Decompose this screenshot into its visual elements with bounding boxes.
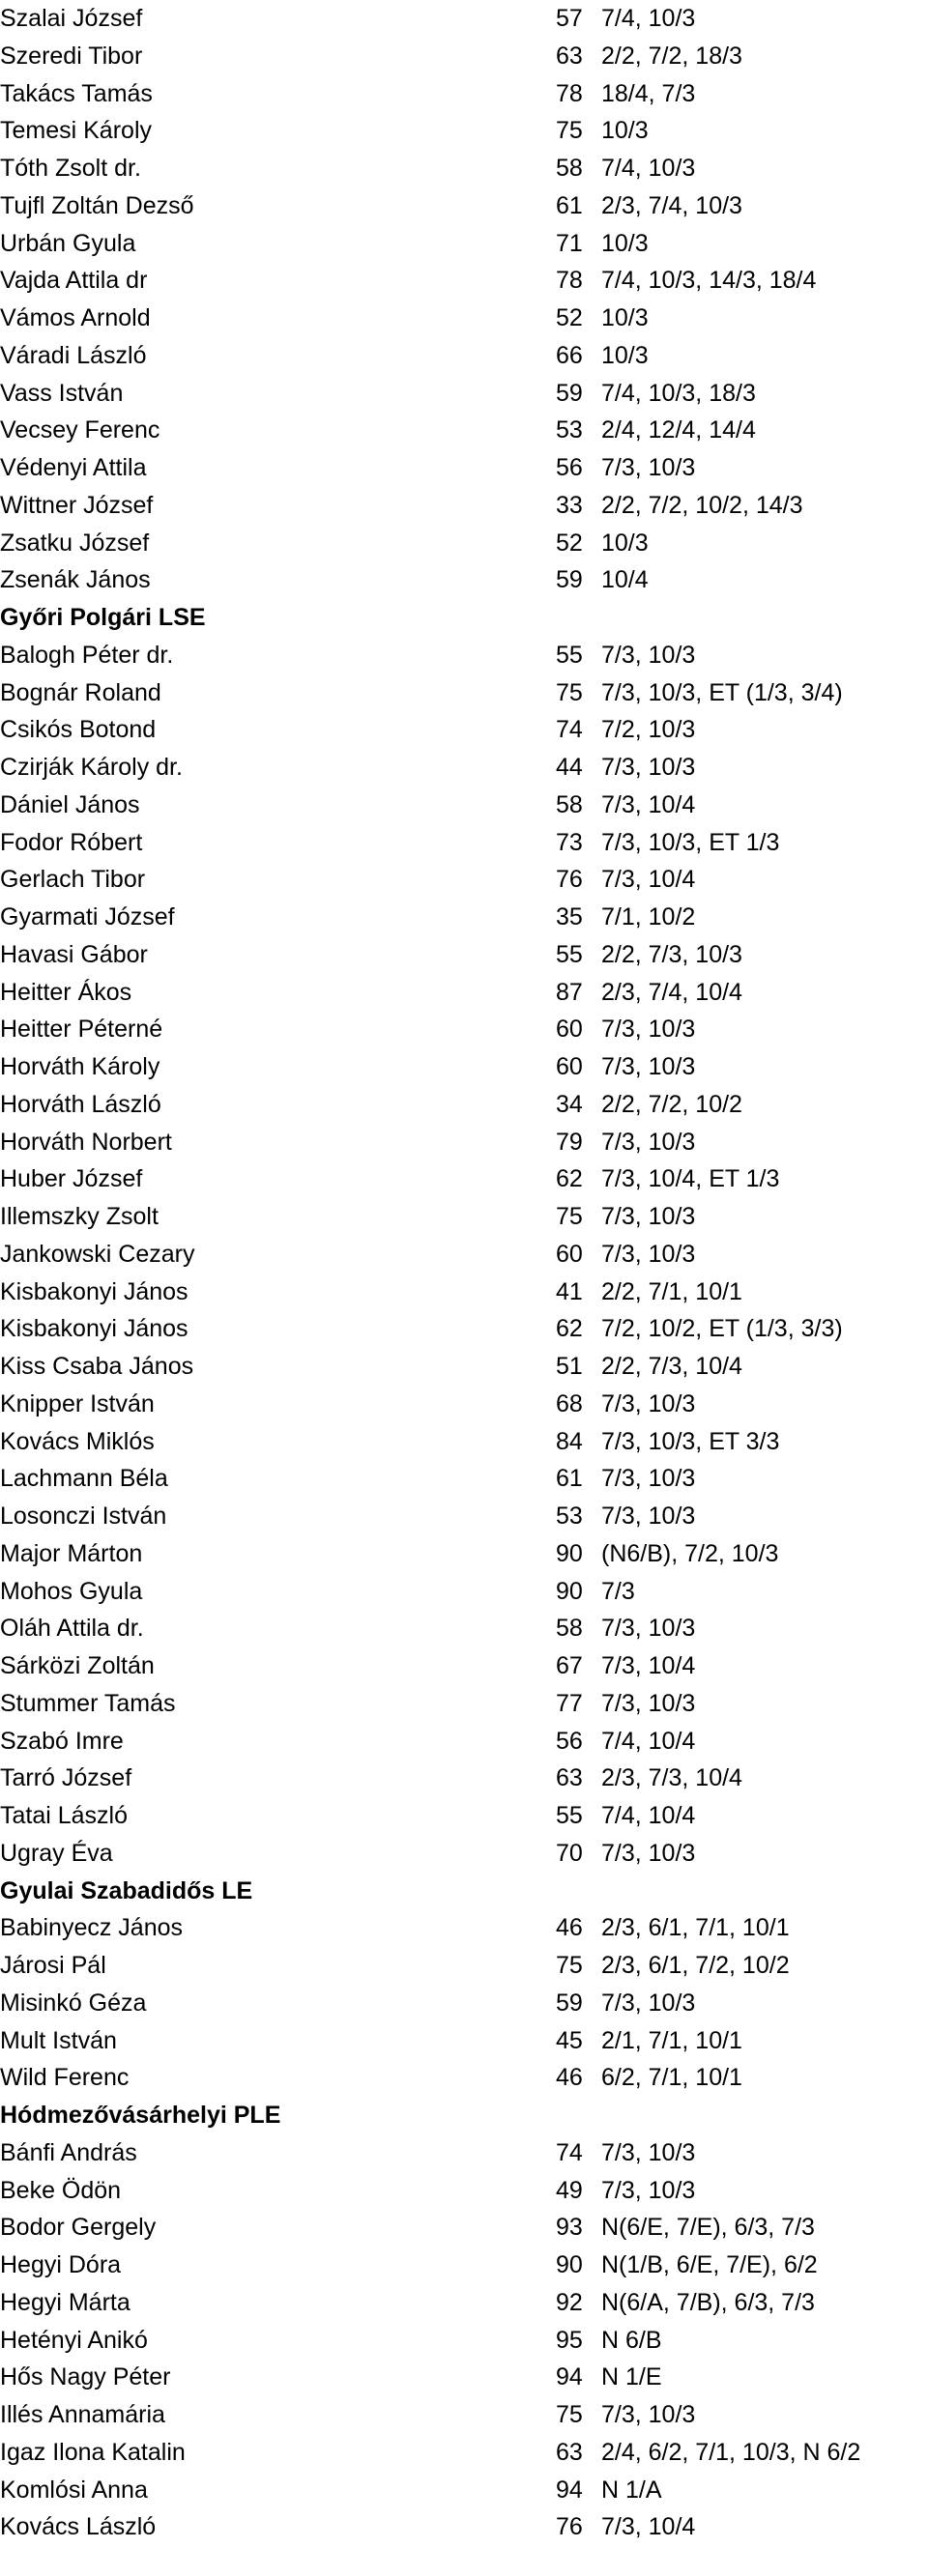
member-codes: 7/3, 10/3 bbox=[601, 1839, 696, 1867]
member-codes: 7/3, 10/3 bbox=[601, 1465, 696, 1493]
member-codes: 7/3, 10/4 bbox=[601, 1652, 696, 1679]
member-row bbox=[0, 2286, 928, 2324]
member-name: Védenyi Attila bbox=[0, 454, 147, 481]
member-codes: 7/3, 10/3 bbox=[601, 2401, 696, 2428]
member-row bbox=[0, 639, 928, 676]
member-codes: 2/2, 7/2, 10/2 bbox=[601, 1090, 742, 1118]
member-codes: 7/4, 10/3 bbox=[601, 155, 696, 182]
member-score: 74 bbox=[556, 716, 583, 744]
member-name: Zsatku József bbox=[0, 529, 150, 557]
member-name: Huber József bbox=[0, 1165, 143, 1193]
member-codes: 7/4, 10/4 bbox=[601, 1802, 696, 1829]
member-row bbox=[0, 2510, 928, 2548]
member-row bbox=[0, 2436, 928, 2474]
member-score: 61 bbox=[556, 1465, 583, 1493]
member-row bbox=[0, 1088, 928, 1126]
member-name: Tatai László bbox=[0, 1802, 129, 1829]
club-name: Gyulai Szabadidős LE bbox=[0, 1876, 253, 1904]
member-codes: 2/3, 6/1, 7/2, 10/2 bbox=[601, 1952, 790, 1979]
member-name: Hegyi Márta bbox=[0, 2288, 130, 2316]
member-score: 55 bbox=[556, 641, 583, 669]
member-name: Kiss Csaba János bbox=[0, 1353, 194, 1380]
member-codes: N(6/E, 7/E), 6/3, 7/3 bbox=[601, 2214, 815, 2242]
member-name: Urbán Gyula bbox=[0, 229, 136, 257]
member-name: Horváth Károly bbox=[0, 1053, 160, 1080]
member-codes: 7/3, 10/3 bbox=[601, 1203, 696, 1230]
member-row bbox=[0, 1911, 928, 1949]
member-codes: 7/3, 10/4 bbox=[601, 2513, 696, 2541]
member-name: Igaz Ilona Katalin bbox=[0, 2438, 186, 2466]
member-codes: 7/4, 10/3, 14/3, 18/4 bbox=[601, 267, 817, 295]
member-name: Kovács Miklós bbox=[0, 1427, 155, 1455]
member-name: Mult István bbox=[0, 2026, 117, 2054]
member-row bbox=[0, 189, 928, 227]
member-row bbox=[0, 152, 928, 189]
member-codes: (N6/B), 7/2, 10/3 bbox=[601, 1539, 779, 1567]
member-row bbox=[0, 1238, 928, 1275]
member-name: Temesi Károly bbox=[0, 117, 152, 145]
member-score: 33 bbox=[556, 491, 583, 519]
member-codes: N 1/E bbox=[601, 2363, 662, 2391]
member-score: 63 bbox=[556, 2438, 583, 2466]
member-name: Babinyecz János bbox=[0, 1914, 184, 1942]
member-score: 52 bbox=[556, 304, 583, 331]
member-row bbox=[0, 2248, 928, 2286]
member-codes: 7/3, 10/3 bbox=[601, 1053, 696, 1080]
member-score: 75 bbox=[556, 117, 583, 145]
member-name: Oláh Attila dr. bbox=[0, 1615, 144, 1643]
member-score: 76 bbox=[556, 866, 583, 894]
member-row bbox=[0, 2024, 928, 2062]
club-header bbox=[0, 601, 928, 639]
member-name: Gyarmati József bbox=[0, 903, 175, 930]
member-name: Stummer Tamás bbox=[0, 1689, 176, 1717]
member-codes: 7/2, 10/2, ET (1/3, 3/3) bbox=[601, 1315, 843, 1343]
member-row bbox=[0, 2324, 928, 2361]
member-codes: 7/3, 10/3 bbox=[601, 2176, 696, 2204]
member-score: 71 bbox=[556, 229, 583, 257]
member-name: Heitter Péterné bbox=[0, 1016, 163, 1044]
member-name: Wild Ferenc bbox=[0, 2064, 130, 2092]
member-name: Kisbakonyi János bbox=[0, 1315, 188, 1343]
member-score: 58 bbox=[556, 1615, 583, 1643]
member-score: 60 bbox=[556, 1016, 583, 1044]
member-score: 56 bbox=[556, 1727, 583, 1755]
member-codes: 2/4, 12/4, 14/4 bbox=[601, 416, 756, 444]
member-row bbox=[0, 713, 928, 751]
member-codes: N 6/B bbox=[601, 2326, 662, 2354]
member-score: 57 bbox=[556, 5, 583, 32]
member-row bbox=[0, 2136, 928, 2174]
member-name: Beke Ödön bbox=[0, 2176, 122, 2204]
member-score: 75 bbox=[556, 1203, 583, 1230]
member-score: 45 bbox=[556, 2026, 583, 2054]
member-name: Losonczi István bbox=[0, 1503, 167, 1530]
member-row bbox=[0, 1575, 928, 1613]
member-row bbox=[0, 1312, 928, 1350]
member-row bbox=[0, 863, 928, 901]
member-codes: 2/3, 7/4, 10/3 bbox=[601, 191, 742, 219]
member-score: 66 bbox=[556, 341, 583, 369]
member-score: 59 bbox=[556, 566, 583, 594]
member-score: 51 bbox=[556, 1353, 583, 1380]
member-row bbox=[0, 1388, 928, 1425]
member-name: Havasi Gábor bbox=[0, 940, 148, 968]
member-row bbox=[0, 901, 928, 938]
member-score: 74 bbox=[556, 2138, 583, 2166]
member-row bbox=[0, 1649, 928, 1687]
member-codes: 7/4, 10/3 bbox=[601, 5, 696, 32]
member-name: Váradi László bbox=[0, 341, 147, 369]
member-score: 35 bbox=[556, 903, 583, 930]
member-score: 34 bbox=[556, 1090, 583, 1118]
member-score: 46 bbox=[556, 2064, 583, 2092]
member-name: Vajda Attila dr bbox=[0, 267, 148, 295]
member-row bbox=[0, 227, 928, 265]
member-codes: 10/3 bbox=[601, 304, 649, 331]
member-codes: 7/4, 10/4 bbox=[601, 1727, 696, 1755]
member-score: 76 bbox=[556, 2513, 583, 2541]
member-name: Sárközi Zoltán bbox=[0, 1652, 155, 1679]
member-score: 68 bbox=[556, 1389, 583, 1417]
member-score: 63 bbox=[556, 42, 583, 70]
member-row bbox=[0, 1612, 928, 1649]
member-row bbox=[0, 788, 928, 826]
member-codes: 7/1, 10/2 bbox=[601, 903, 696, 930]
member-score: 78 bbox=[556, 267, 583, 295]
member-codes: 6/2, 7/1, 10/1 bbox=[601, 2064, 742, 2092]
member-codes: 2/2, 7/1, 10/1 bbox=[601, 1277, 742, 1305]
member-codes: 7/3, 10/4 bbox=[601, 790, 696, 818]
member-name: Heitter Ákos bbox=[0, 978, 132, 1006]
member-codes: 2/3, 6/1, 7/1, 10/1 bbox=[601, 1914, 790, 1942]
member-codes: 7/3, 10/3, ET 3/3 bbox=[601, 1427, 780, 1455]
member-row bbox=[0, 1725, 928, 1762]
member-score: 95 bbox=[556, 2326, 583, 2354]
member-codes: 7/3, 10/3 bbox=[601, 1389, 696, 1417]
member-score: 75 bbox=[556, 2401, 583, 2428]
member-codes: 10/3 bbox=[601, 117, 649, 145]
member-score: 59 bbox=[556, 1989, 583, 2017]
member-score: 49 bbox=[556, 2176, 583, 2204]
member-name: Zsenák János bbox=[0, 566, 151, 594]
member-score: 75 bbox=[556, 1952, 583, 1979]
member-name: Tóth Zsolt dr. bbox=[0, 155, 141, 182]
member-row bbox=[0, 1275, 928, 1313]
member-name: Bodor Gergely bbox=[0, 2214, 157, 2242]
member-codes: 10/3 bbox=[601, 229, 649, 257]
member-score: 55 bbox=[556, 1802, 583, 1829]
member-score: 84 bbox=[556, 1427, 583, 1455]
member-row bbox=[0, 1162, 928, 1200]
member-score: 62 bbox=[556, 1165, 583, 1193]
member-codes: 2/2, 7/2, 18/3 bbox=[601, 42, 742, 70]
member-name: Jankowski Cezary bbox=[0, 1240, 195, 1268]
member-row bbox=[0, 2361, 928, 2398]
member-codes: 7/3, 10/4 bbox=[601, 866, 696, 894]
member-name: Vass István bbox=[0, 379, 124, 407]
member-name: Horváth László bbox=[0, 1090, 161, 1118]
member-codes: 2/3, 7/3, 10/4 bbox=[601, 1764, 742, 1792]
member-name: Szeredi Tibor bbox=[0, 42, 143, 70]
member-name: Kovács László bbox=[0, 2513, 157, 2541]
member-codes: N 1/A bbox=[601, 2476, 662, 2504]
member-score: 79 bbox=[556, 1128, 583, 1156]
member-name: Hetényi Anikó bbox=[0, 2326, 148, 2354]
member-score: 58 bbox=[556, 155, 583, 182]
member-codes: 7/3, 10/3, ET 1/3 bbox=[601, 828, 780, 856]
member-row bbox=[0, 2174, 928, 2212]
member-row bbox=[0, 339, 928, 377]
member-codes: 7/3 bbox=[601, 1577, 635, 1605]
member-score: 60 bbox=[556, 1240, 583, 1268]
member-codes: 7/3, 10/3 bbox=[601, 1240, 696, 1268]
member-codes: 7/3, 10/4, ET 1/3 bbox=[601, 1165, 780, 1193]
member-name: Szalai József bbox=[0, 5, 143, 32]
member-score: 60 bbox=[556, 1053, 583, 1080]
member-name: Knipper István bbox=[0, 1389, 155, 1417]
member-row bbox=[0, 1537, 928, 1575]
member-name: Szabó Imre bbox=[0, 1727, 124, 1755]
member-score: 55 bbox=[556, 940, 583, 968]
member-score: 75 bbox=[556, 678, 583, 706]
member-row bbox=[0, 563, 928, 601]
member-name: Bognár Roland bbox=[0, 678, 161, 706]
member-codes: 7/2, 10/3 bbox=[601, 716, 696, 744]
member-score: 90 bbox=[556, 2251, 583, 2278]
member-score: 77 bbox=[556, 1689, 583, 1717]
member-codes: 7/3, 10/3 bbox=[601, 1989, 696, 2017]
member-name: Bánfi András bbox=[0, 2138, 137, 2166]
member-row bbox=[0, 1987, 928, 2024]
member-codes: 18/4, 7/3 bbox=[601, 79, 696, 107]
member-name: Járosi Pál bbox=[0, 1952, 106, 1979]
member-name: Czirják Károly dr. bbox=[0, 754, 183, 781]
member-score: 46 bbox=[556, 1914, 583, 1942]
member-codes: 7/3, 10/3 bbox=[601, 1689, 696, 1717]
member-row bbox=[0, 40, 928, 77]
member-name: Komlósi Anna bbox=[0, 2476, 148, 2504]
member-name: Horváth Norbert bbox=[0, 1128, 172, 1156]
member-codes: 2/2, 7/3, 10/3 bbox=[601, 940, 742, 968]
member-name: Tarró József bbox=[0, 1764, 132, 1792]
member-score: 73 bbox=[556, 828, 583, 856]
member-name: Vecsey Ferenc bbox=[0, 416, 160, 444]
member-row bbox=[0, 1687, 928, 1725]
member-name: Csikós Botond bbox=[0, 716, 157, 744]
member-row bbox=[0, 1462, 928, 1500]
member-row bbox=[0, 1013, 928, 1050]
member-name: Fodor Róbert bbox=[0, 828, 143, 856]
member-name: Vámos Arnold bbox=[0, 304, 151, 331]
member-name: Tujfl Zoltán Dezső bbox=[0, 191, 194, 219]
member-codes: 7/3, 10/3 bbox=[601, 1016, 696, 1044]
member-codes: 7/3, 10/3 bbox=[601, 1615, 696, 1643]
member-row bbox=[0, 2211, 928, 2248]
member-codes: N(1/B, 6/E, 7/E), 6/2 bbox=[601, 2251, 818, 2278]
member-list bbox=[0, 2, 928, 2548]
member-codes: 10/3 bbox=[601, 529, 649, 557]
member-row bbox=[0, 114, 928, 152]
member-row bbox=[0, 489, 928, 527]
member-row bbox=[0, 264, 928, 301]
member-codes: 7/4, 10/3, 18/3 bbox=[601, 379, 756, 407]
member-score: 93 bbox=[556, 2214, 583, 2242]
member-row bbox=[0, 377, 928, 415]
member-codes: N(6/A, 7/B), 6/3, 7/3 bbox=[601, 2288, 815, 2316]
club-name: Győri Polgári LSE bbox=[0, 604, 206, 631]
member-row bbox=[0, 1350, 928, 1388]
member-name: Hegyi Dóra bbox=[0, 2251, 122, 2278]
member-row bbox=[0, 1949, 928, 1987]
member-codes: 7/3, 10/3 bbox=[601, 754, 696, 781]
member-score: 53 bbox=[556, 1503, 583, 1530]
member-row bbox=[0, 1425, 928, 1463]
member-name: Illemszky Zsolt bbox=[0, 1203, 159, 1230]
member-row bbox=[0, 751, 928, 788]
member-row bbox=[0, 1126, 928, 1163]
member-name: Balogh Péter dr. bbox=[0, 641, 174, 669]
member-codes: 7/3, 10/3 bbox=[601, 1503, 696, 1530]
member-name: Hős Nagy Péter bbox=[0, 2363, 171, 2391]
member-score: 61 bbox=[556, 191, 583, 219]
member-name: Illés Annamária bbox=[0, 2401, 165, 2428]
member-codes: 2/2, 7/2, 10/2, 14/3 bbox=[601, 491, 803, 519]
member-row bbox=[0, 1837, 928, 1875]
member-codes: 7/3, 10/3 bbox=[601, 641, 696, 669]
member-codes: 7/3, 10/3 bbox=[601, 2138, 696, 2166]
member-score: 58 bbox=[556, 790, 583, 818]
member-row bbox=[0, 301, 928, 339]
member-name: Major Márton bbox=[0, 1539, 143, 1567]
member-codes: 7/3, 10/3 bbox=[601, 1128, 696, 1156]
member-row bbox=[0, 2474, 928, 2511]
member-row bbox=[0, 1500, 928, 1537]
member-score: 62 bbox=[556, 1315, 583, 1343]
member-codes: 7/3, 10/3, ET (1/3, 3/4) bbox=[601, 678, 843, 706]
member-row bbox=[0, 976, 928, 1014]
member-row bbox=[0, 451, 928, 489]
member-row bbox=[0, 1200, 928, 1238]
member-score: 52 bbox=[556, 529, 583, 557]
member-score: 59 bbox=[556, 379, 583, 407]
member-row bbox=[0, 676, 928, 714]
member-row bbox=[0, 1761, 928, 1799]
member-score: 41 bbox=[556, 1277, 583, 1305]
member-codes: 10/3 bbox=[601, 341, 649, 369]
club-header bbox=[0, 1875, 928, 1912]
member-row bbox=[0, 826, 928, 864]
member-score: 78 bbox=[556, 79, 583, 107]
member-codes: 2/1, 7/1, 10/1 bbox=[601, 2026, 742, 2054]
member-name: Dániel János bbox=[0, 790, 140, 818]
member-score: 94 bbox=[556, 2476, 583, 2504]
member-score: 44 bbox=[556, 754, 583, 781]
member-name: Wittner József bbox=[0, 491, 154, 519]
member-row bbox=[0, 938, 928, 976]
member-score: 53 bbox=[556, 416, 583, 444]
member-row bbox=[0, 527, 928, 564]
member-name: Ugray Éva bbox=[0, 1839, 113, 1867]
member-score: 92 bbox=[556, 2288, 583, 2316]
member-row bbox=[0, 1799, 928, 1837]
member-row bbox=[0, 414, 928, 451]
member-score: 94 bbox=[556, 2363, 583, 2391]
club-name: Hódmezővásárhelyi PLE bbox=[0, 2102, 281, 2129]
member-codes: 2/3, 7/4, 10/4 bbox=[601, 978, 742, 1006]
member-row bbox=[0, 2398, 928, 2436]
member-codes: 2/2, 7/3, 10/4 bbox=[601, 1353, 742, 1380]
member-score: 67 bbox=[556, 1652, 583, 1679]
member-name: Kisbakonyi János bbox=[0, 1277, 188, 1305]
member-score: 87 bbox=[556, 978, 583, 1006]
member-codes: 2/4, 6/2, 7/1, 10/3, N 6/2 bbox=[601, 2438, 861, 2466]
member-name: Mohos Gyula bbox=[0, 1577, 143, 1605]
member-row bbox=[0, 2061, 928, 2099]
member-score: 90 bbox=[556, 1577, 583, 1605]
member-codes: 10/4 bbox=[601, 566, 649, 594]
member-score: 56 bbox=[556, 454, 583, 481]
member-name: Gerlach Tibor bbox=[0, 866, 146, 894]
member-codes: 7/3, 10/3 bbox=[601, 454, 696, 481]
member-score: 70 bbox=[556, 1839, 583, 1867]
member-name: Lachmann Béla bbox=[0, 1465, 168, 1493]
member-name: Misinkó Géza bbox=[0, 1989, 147, 2017]
member-score: 90 bbox=[556, 1539, 583, 1567]
member-score: 63 bbox=[556, 1764, 583, 1792]
club-header bbox=[0, 2099, 928, 2136]
member-row bbox=[0, 1050, 928, 1088]
member-row bbox=[0, 77, 928, 115]
member-name: Takács Tamás bbox=[0, 79, 153, 107]
member-row bbox=[0, 2, 928, 40]
